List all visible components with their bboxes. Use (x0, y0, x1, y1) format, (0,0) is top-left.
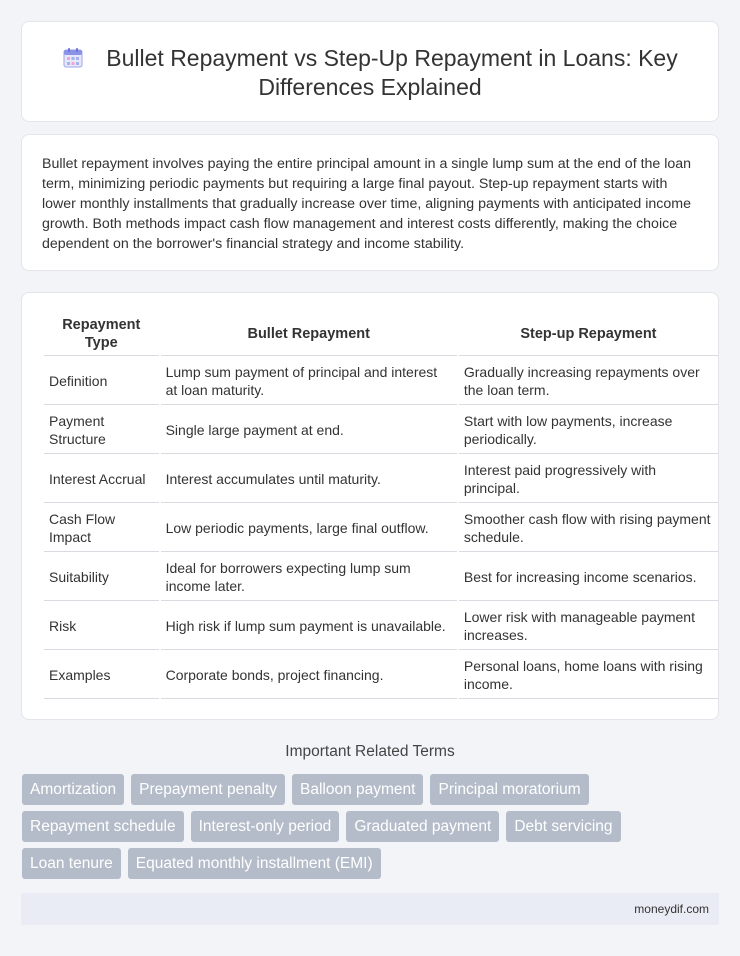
row-label: Suitability (44, 552, 159, 601)
related-terms-row (22, 811, 722, 842)
comparison-table (42, 311, 720, 699)
step-up-cell: Interest paid progressively with principal. (459, 454, 718, 503)
row-label: Examples (44, 650, 159, 699)
bullet-cell: Lump sum payment of principal and interest at loan maturity. (161, 356, 457, 405)
row-label: Payment Structure (44, 405, 159, 454)
table-row (44, 405, 718, 454)
comparison-table-card (21, 292, 719, 720)
step-up-cell: Gradually increasing repayments over the loan term. (459, 356, 718, 405)
footer-site[interactable]: moneydif.com (634, 902, 709, 916)
step-up-cell: Best for increasing income scenarios. (459, 552, 718, 601)
tag-repayment-schedule[interactable]: Repayment schedule (22, 811, 184, 842)
bullet-cell: Ideal for borrowers expecting lump sum income later. (161, 552, 457, 601)
bullet-cell: High risk if lump sum payment is unavailable. (161, 601, 457, 650)
title-text: Bullet Repayment vs Step-Up Repayment in Loans: Key Differences Explained (106, 45, 678, 100)
header-repayment-type: Repayment Type (44, 311, 159, 356)
related-terms-row (22, 848, 722, 879)
tag-prepayment-penalty[interactable]: Prepayment penalty (131, 774, 285, 805)
related-terms-row (22, 774, 722, 805)
title-card (21, 21, 719, 122)
related-terms-heading: Important Related Terms (285, 743, 455, 760)
table-row (44, 552, 718, 601)
step-up-cell: Smoother cash flow with rising payment schedule. (459, 503, 718, 552)
summary-text: Bullet repayment involves paying the entire principal amount in a single lump sum at the end of the loan term, minimizing periodic payments but requiring a large final payout. Step-up repayment starts with lower monthly installments that gradually increase over time, aligning payments with anticipated income growth. Both methods impact cash flow management and interest costs differently, making the choice dependent on the borrower's financial strategy and income stability. (42, 156, 692, 252)
row-label: Definition (44, 356, 159, 405)
tag-balloon-payment[interactable]: Balloon payment (292, 774, 423, 805)
step-up-cell: Personal loans, home loans with rising income. (459, 650, 718, 699)
tag-debt-servicing[interactable]: Debt servicing (506, 811, 620, 842)
row-label: Interest Accrual (44, 454, 159, 503)
step-up-cell: Lower risk with manageable payment increases. (459, 601, 718, 650)
row-label: Risk (44, 601, 159, 650)
bullet-cell: Interest accumulates until maturity. (161, 454, 457, 503)
summary-card (21, 134, 719, 271)
tag-amortization[interactable]: Amortization (22, 774, 124, 805)
bullet-cell: Corporate bonds, project financing. (161, 650, 457, 699)
tag-loan-tenure[interactable]: Loan tenure (22, 848, 121, 879)
calendar-icon (62, 47, 84, 69)
step-up-cell: Start with low payments, increase periodically. (459, 405, 718, 454)
table-row (44, 503, 718, 552)
table-row (44, 454, 718, 503)
table-header-row (44, 311, 718, 356)
header-bullet-repayment: Bullet Repayment (161, 311, 457, 356)
page-title (22, 44, 718, 102)
footer (21, 893, 719, 925)
table-row (44, 356, 718, 405)
header-step-up-repayment: Step-up Repayment (459, 311, 718, 356)
table-row (44, 650, 718, 699)
table-row (44, 601, 718, 650)
tag-emi[interactable]: Equated monthly installment (EMI) (128, 848, 381, 879)
tag-interest-only-period[interactable]: Interest-only period (191, 811, 340, 842)
bullet-cell: Single large payment at end. (161, 405, 457, 454)
row-label: Cash Flow Impact (44, 503, 159, 552)
tag-graduated-payment[interactable]: Graduated payment (346, 811, 499, 842)
tag-principal-moratorium[interactable]: Principal moratorium (430, 774, 588, 805)
bullet-cell: Low periodic payments, large final outflow. (161, 503, 457, 552)
